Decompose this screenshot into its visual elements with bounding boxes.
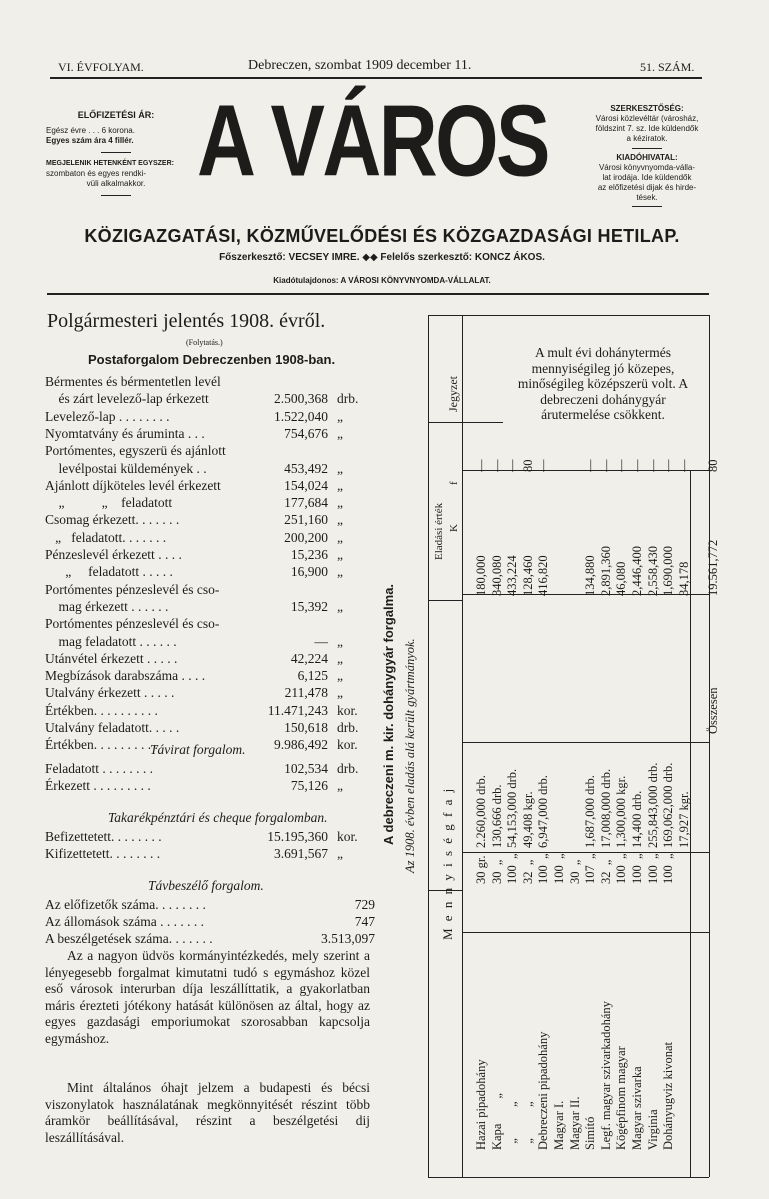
paragraph-1 xyxy=(45,948,370,1047)
table-row xyxy=(45,477,375,494)
row-unit: „ xyxy=(337,477,343,493)
table-row xyxy=(45,633,375,650)
row-unit: kor. xyxy=(337,829,358,844)
row-value: 251,160 xyxy=(284,512,328,528)
value-column-header: Eladási érték xyxy=(433,502,445,560)
office-line-2: lat irodája. Ide küldendők xyxy=(602,173,692,182)
row-label: „ feladatott . . . . . xyxy=(45,564,173,580)
product-name: „ „ xyxy=(520,1101,535,1150)
paragraph-2 xyxy=(45,1080,370,1146)
product-size: 100 „ xyxy=(536,853,551,884)
row-label: Utalvány érkezett . . . . . xyxy=(45,685,175,701)
row-value: 177,684 xyxy=(284,495,328,511)
product-size: 100 „ xyxy=(630,853,644,884)
row-label: Az állomások száma . . . . . . . xyxy=(45,914,204,929)
subscription-divider xyxy=(101,152,131,153)
product-name: Legf. magyar szivarkadohány xyxy=(598,1001,613,1150)
tobacco-table-subtitle: Az 1908. évben eladás alá került gyártmányok. xyxy=(403,638,417,873)
product-value-k: 1,690,000 xyxy=(661,546,676,596)
product-quantity: 14,400 drb. xyxy=(630,790,644,848)
row-value: 154,024 xyxy=(284,477,328,493)
volume-label: VI. ÉVFOLYAM. xyxy=(58,60,144,74)
product-value-k: 2,891,360 xyxy=(598,546,613,596)
row-unit: „ xyxy=(337,460,343,476)
dateline: Debreczen, szombat 1909 december 11. xyxy=(248,58,472,73)
row-value: 747 xyxy=(354,914,375,929)
row-value: 729 xyxy=(354,897,375,912)
table-row xyxy=(45,777,375,794)
row-value: 9.986,492 xyxy=(274,737,328,753)
row-value: 42,224 xyxy=(290,650,328,666)
table-row xyxy=(45,913,375,930)
row-unit: drb. xyxy=(337,761,359,776)
row-label: „ feladatott. . . . . . . xyxy=(45,529,167,545)
table-row xyxy=(45,598,375,615)
product-name: Magyar I. xyxy=(552,1100,566,1150)
table-row xyxy=(45,425,375,442)
table-left-border xyxy=(428,315,429,1177)
product-quantity: 1,300,000 kgr. xyxy=(614,775,629,848)
product-name: Magyar szivarka xyxy=(630,1066,644,1150)
row-value: 75,126 xyxy=(290,778,328,794)
table-row xyxy=(45,494,375,511)
row-label: Kifizettetett. . . . . . . . xyxy=(45,846,161,862)
product-size: 30 „ xyxy=(567,859,582,884)
row-label: mag feladatott . . . . . . xyxy=(45,633,177,649)
row-value: 200,200 xyxy=(284,529,328,545)
row-value: 15.195,360 xyxy=(267,829,328,844)
product-value-f: — xyxy=(536,459,551,472)
product-quantity: 49,408 kgr. xyxy=(520,791,535,848)
editorial-box xyxy=(586,104,708,207)
paragraph-2-text: Mint általános óhajt jelzem a budapesti és bécsi viszonylatok használatának megkönnyitését részint több áramkör beállításával, részint a beszélgetési dij leszállításával. xyxy=(45,1080,370,1145)
product-name: Debreczeni pipadohány xyxy=(536,1031,551,1150)
product-name: Simító xyxy=(583,1116,598,1150)
total-divider xyxy=(690,470,691,1177)
masthead-rule xyxy=(47,293,709,295)
row-label: Pénzeslevél érkezett . . . . xyxy=(45,547,182,562)
row-label: „ „ feladatott xyxy=(45,495,173,511)
row-unit: drb. xyxy=(337,720,359,735)
product-size: 32 „ xyxy=(598,859,613,884)
table-row xyxy=(45,930,375,947)
total-value-k: 19.561,772 xyxy=(706,539,721,596)
product-name: Dohányugviz kivonat xyxy=(661,1042,676,1150)
product-value-k: 340,080 xyxy=(489,555,504,596)
k-column-header: K xyxy=(448,524,460,532)
product-size: 100 „ xyxy=(645,853,660,884)
row-label: Az előfizetők száma. . . . . . . . xyxy=(45,897,206,912)
continuation-note: (Folytatás.) xyxy=(186,338,223,347)
row-label: Feladatott . . . . . . . . xyxy=(45,761,153,776)
subscription-line-2: Egyes szám ára 4 fillér. xyxy=(46,136,134,145)
row-unit: „ xyxy=(337,425,343,441)
editorial-divider-2 xyxy=(632,206,662,207)
table-row xyxy=(45,896,375,913)
table-row xyxy=(45,667,375,684)
table-row xyxy=(45,581,375,598)
frequency-line-3: vüli alkalmakkor. xyxy=(86,179,146,188)
table-row xyxy=(45,719,375,736)
tobacco-note: A mult évi dohánytermés mennyiségileg jó közepes, minőségileg középszerü volt. A debreczeni dohánygyár árutermelése csökkent. xyxy=(517,345,689,422)
subscription-box xyxy=(46,110,186,196)
table-row xyxy=(45,442,375,459)
product-value-f: 80 xyxy=(520,459,535,472)
row-label: Bérmentes és bérmentetlen levél xyxy=(45,374,221,389)
row-label: Befizettetett. . . . . . . . xyxy=(45,829,162,844)
table-row xyxy=(45,845,375,862)
product-size: 100 „ xyxy=(661,853,676,884)
header-rule xyxy=(50,77,702,79)
f-column-header: f xyxy=(448,481,460,485)
row-unit: „ xyxy=(337,685,343,701)
table-row xyxy=(45,760,375,777)
row-value: — xyxy=(314,633,328,649)
table-row xyxy=(45,702,375,719)
row-value: 6,125 xyxy=(297,668,328,684)
table-row xyxy=(45,460,375,477)
editorial-title: SZERKESZTŐSÉG: xyxy=(610,104,684,113)
table-bottom-border xyxy=(428,1177,709,1178)
product-value-k: 433,224 xyxy=(505,555,520,596)
product-value-k: 128,460 xyxy=(520,555,535,596)
row-unit: „ xyxy=(337,564,343,580)
row-value: 15,236 xyxy=(290,547,328,562)
product-value-f: — xyxy=(598,459,613,472)
frequency-note: MEGJELENIK HETENKÉNT EGYSZER: xyxy=(46,160,174,167)
row-value: 3.691,567 xyxy=(274,846,328,862)
row-label: A beszélgetések száma. . . . . . . xyxy=(45,931,213,946)
product-quantity: 169,062,000 drb. xyxy=(661,762,676,848)
row-unit: „ xyxy=(337,408,343,424)
product-quantity: 1,687,000 drb. xyxy=(583,775,598,848)
row-label: Értékben. . . . . . . . . . xyxy=(45,702,158,718)
product-size: 100 „ xyxy=(552,853,566,884)
row-label: Portómentes pénzeslevél és cso- xyxy=(45,616,220,632)
product-name: „ „ xyxy=(505,1101,520,1150)
row-label: Csomag érkezett. . . . . . . xyxy=(45,512,180,528)
row-label: Portómentes pénzeslevél és cso- xyxy=(45,581,220,597)
newspaper-title: A VÁROS xyxy=(197,85,548,198)
table-row xyxy=(45,511,375,528)
product-size: 30 „ xyxy=(489,859,504,884)
note-column-header: Jegyzet xyxy=(446,376,460,412)
row-label: Levelező-lap . . . . . . . . xyxy=(45,408,170,424)
editors-line: Főszerkesztő: VECSEY IMRE. ◆◆ Felelős szerkesztő: KONCZ ÁKOS. xyxy=(219,252,545,263)
table-top-border xyxy=(428,315,709,316)
product-value-k: 2,558,430 xyxy=(645,546,660,596)
table-row xyxy=(45,408,375,425)
row-value: 2.500,368 xyxy=(274,391,328,407)
newspaper-subtitle: KÖZIGAZGATÁSI, KÖZMŰVELŐDÉSI ÉS KÖZGAZDASÁGI HETILAP. xyxy=(84,226,680,246)
row-label: Portómentes, egyszerü és ajánlott xyxy=(45,443,226,459)
quantity-column-header: M e n n y i s é g f a j xyxy=(440,786,455,940)
table-row xyxy=(45,546,375,563)
row-unit: kor. xyxy=(337,737,358,753)
row-label: és zárt levelező-lap érkezett xyxy=(45,391,209,407)
product-value-f: — xyxy=(583,459,598,472)
editorial-line-2: földszint 7. sz. Ide küldendők xyxy=(595,124,699,133)
product-quantity: 255,843,000 drb. xyxy=(645,762,660,848)
product-value-f: — xyxy=(676,459,691,472)
publisher-line: Kiadótulajdonos: A VÁROSI KÖNYVNYOMDA-VÁLLALAT. xyxy=(273,276,491,285)
row-unit: „ xyxy=(337,633,343,649)
product-name: Kögépfinom magyar xyxy=(614,1046,629,1150)
row-value: 150,618 xyxy=(284,720,328,735)
row-value: 3.513,097 xyxy=(321,931,375,946)
product-value-f: — xyxy=(489,459,504,472)
table-row xyxy=(45,390,375,407)
row-unit: „ xyxy=(337,650,343,666)
table-row xyxy=(45,563,375,580)
subscription-title: ELŐFIZETÉSI ÁR: xyxy=(77,110,155,120)
subscription-line-1: Egész évre . . . 6 korona. xyxy=(46,126,135,135)
row-unit: „ xyxy=(337,778,343,794)
row-value: 211,478 xyxy=(284,685,328,701)
product-value-f: — xyxy=(630,459,644,472)
product-name: Magyar II. xyxy=(567,1096,582,1150)
product-quantity: 6,947,000 drb. xyxy=(536,775,551,848)
table-row xyxy=(45,373,375,390)
row-value: 754,676 xyxy=(284,425,328,441)
row-unit: „ xyxy=(337,668,343,684)
row-label: Utánvétel érkezett . . . . . xyxy=(45,650,178,666)
row-value: 102,534 xyxy=(284,761,328,776)
product-value-k: 2,446,400 xyxy=(630,546,644,596)
editorial-line-1: Városi közlevéltár (városház, xyxy=(595,114,699,123)
office-line-1: Városi könyvnyomda-válla- xyxy=(598,163,696,172)
product-value-k: 416,820 xyxy=(536,555,551,596)
postal-section-title: Postaforgalom Debreczenben 1908-ban. xyxy=(88,352,336,367)
product-name: Hazai pipadohány xyxy=(474,1059,488,1150)
office-line-3: az előfizetési dijak és hirde- xyxy=(597,183,697,192)
product-value-f: — xyxy=(645,459,660,472)
row-unit: „ xyxy=(337,598,343,614)
row-value: 15,392 xyxy=(290,598,328,614)
row-unit: „ xyxy=(337,512,343,528)
product-quantity: 54,153,000 drb. xyxy=(505,768,520,848)
paragraph-1-text: Az a nagyon üdvös kormányintézkedés, mely szerint a lényegesebb forgalmat kimutatni tudó s egymáshoz közel eső városok interurban díja leszállíttatik, a gyakorlatban máris érezteti jótékony hatását különösen az által, hogy az egyes gazdasági emporiumokat szorosabban kapcsolja egymáshoz. xyxy=(45,948,370,1046)
product-size: 100 „ xyxy=(505,853,520,884)
product-quantity: 17,927 kgr. xyxy=(676,791,691,848)
product-value-f: — xyxy=(505,459,520,472)
row-unit: drb. xyxy=(337,391,359,407)
product-size: 32 „ xyxy=(520,859,535,884)
row-label: Értékben. . . . . . . . . . xyxy=(45,737,158,753)
issue-number: 51. SZÁM. xyxy=(640,60,695,74)
product-quantity: 130,666 drb. xyxy=(489,784,504,848)
row-value: 16,900 xyxy=(290,564,328,580)
savings-title: Takarékpénztári és cheque forgalomban. xyxy=(108,810,328,825)
office-line-4: tések. xyxy=(636,193,658,202)
row-unit: „ xyxy=(337,495,343,511)
row-label: Ajánlott díjköteles levél érkezett xyxy=(45,477,221,493)
row-unit: „ xyxy=(337,529,343,545)
tobacco-table-title: A debreczeni m. kir. dohánygyár forgalma. xyxy=(381,583,396,845)
row-unit: kor. xyxy=(337,702,358,718)
row-label: levélpostai küldemények . . xyxy=(45,460,207,476)
row-unit: „ xyxy=(337,547,343,562)
subscription-divider-2 xyxy=(101,195,131,196)
product-size: 107 „ xyxy=(583,853,598,884)
product-name: Virginia xyxy=(645,1109,660,1150)
report-title: Polgármesteri jelentés 1908. évről. xyxy=(47,310,326,332)
row-label: Megbízások darabszáma . . . . xyxy=(45,668,206,684)
office-title: KIADÓHIVATAL: xyxy=(616,153,678,162)
product-quantity: 2.260,000 drb. xyxy=(474,775,488,848)
row-label: Nyomtatvány és áruminta . . . xyxy=(45,425,205,441)
editorial-divider xyxy=(632,148,662,149)
editorial-line-3: a kéziratok. xyxy=(626,134,668,143)
telegraph-title: Távirat forgalom. xyxy=(150,742,246,757)
product-name: Kapa „ xyxy=(489,1093,504,1150)
row-value: 453,492 xyxy=(284,460,328,476)
product-value-f: — xyxy=(661,459,676,472)
row-label: mag érkezett . . . . . . xyxy=(45,598,169,614)
table-row xyxy=(45,615,375,632)
product-quantity: 17,008,000 drb. xyxy=(598,768,613,848)
row-value: 1.522,040 xyxy=(274,408,328,424)
table-row xyxy=(45,828,375,845)
table-row xyxy=(45,684,375,701)
product-value-k: 134,880 xyxy=(583,555,598,596)
table-right-border xyxy=(709,315,710,1177)
product-size: 30 gr. xyxy=(474,855,488,884)
row-label: Utalvány feladatott. . . . . xyxy=(45,720,180,735)
product-value-k: 180,000 xyxy=(474,555,488,596)
total-label: Összesen xyxy=(706,687,721,734)
row-unit: „ xyxy=(337,846,343,862)
product-value-k: 34,178 xyxy=(676,561,691,596)
product-value-k: 46,080 xyxy=(614,561,629,596)
table-row xyxy=(45,650,375,667)
frequency-line-2: szombaton és egyes rendki- xyxy=(46,169,147,178)
product-value-f: — xyxy=(614,459,629,472)
row-value: 11.471,243 xyxy=(267,702,328,718)
product-size: 100 „ xyxy=(614,853,629,884)
table-row xyxy=(45,529,375,546)
product-value-f: — xyxy=(474,459,488,472)
row-label: Érkezett . . . . . . . . . xyxy=(45,778,151,794)
total-value-f: 80 xyxy=(706,459,721,472)
phone-title: Távbeszélő forgalom. xyxy=(148,878,264,893)
